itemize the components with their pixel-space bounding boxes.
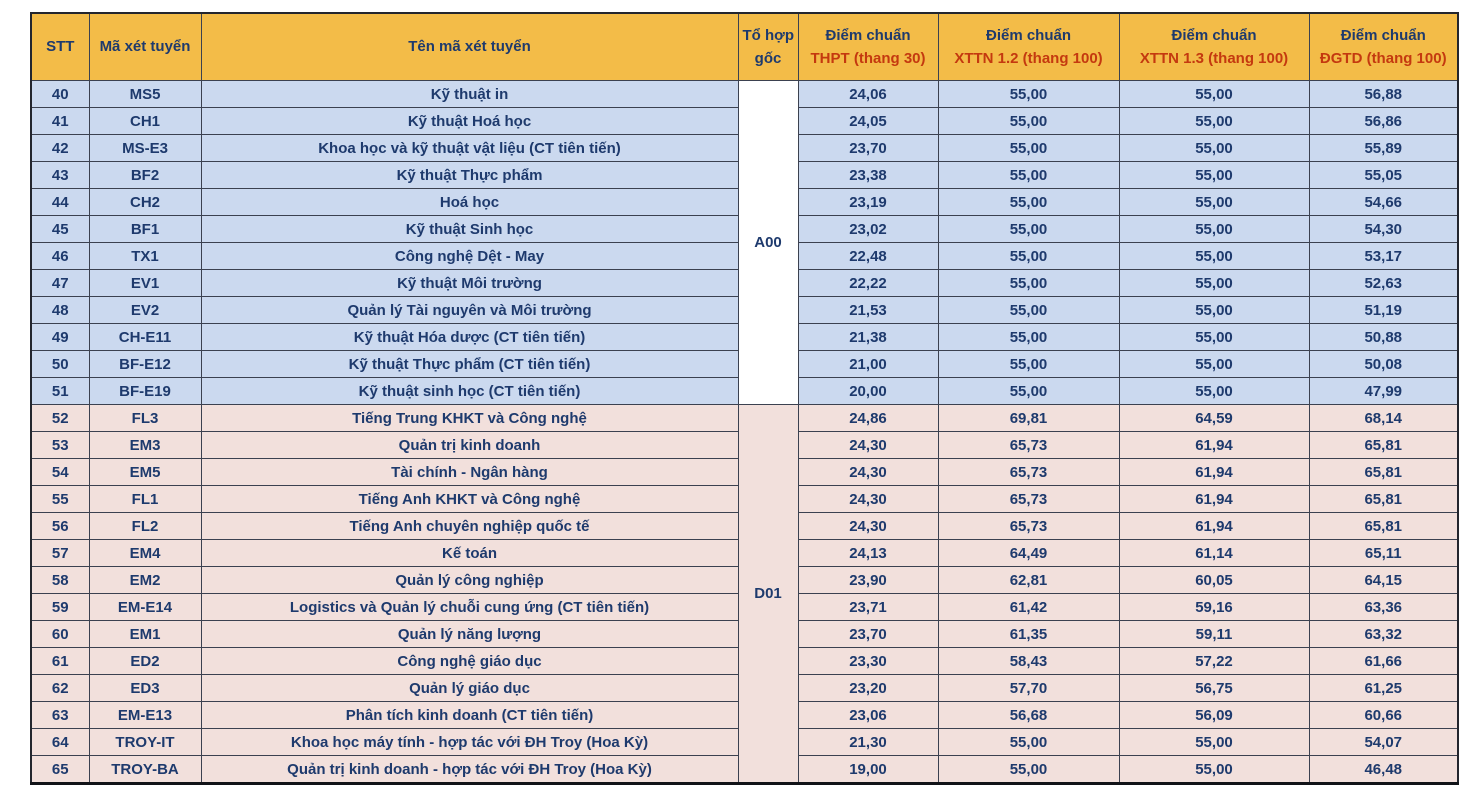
cell-score-thpt: 23,19	[798, 189, 938, 216]
cell-score-xttn12: 55,00	[938, 216, 1119, 243]
cell-score-xttn12: 55,00	[938, 729, 1119, 756]
header-score-label: Điểm chuẩn	[825, 26, 911, 44]
cell-score-xttn13: 55,00	[1119, 729, 1309, 756]
cell-score-xttn13: 55,00	[1119, 756, 1309, 784]
cell-score-xttn12: 55,00	[938, 81, 1119, 108]
cell-score-xttn12: 55,00	[938, 162, 1119, 189]
cell-score-xttn12: 57,70	[938, 675, 1119, 702]
header-score-sub-xttn12: XTTN 1.2 (thang 100)	[954, 50, 1103, 67]
cell-score-dgtd: 46,48	[1309, 756, 1458, 784]
cell-code: MS-E3	[89, 135, 201, 162]
header-score-label: Điểm chuẩn	[985, 26, 1072, 44]
cell-name: Kỹ thuật Sinh học	[201, 216, 738, 243]
cell-code: CH2	[89, 189, 201, 216]
cell-name: Kỹ thuật sinh học (CT tiên tiến)	[201, 378, 738, 405]
header-score-sub-dgtd: ĐGTD (thang 100)	[1319, 50, 1447, 67]
cell-code: ED3	[89, 675, 201, 702]
cell-score-dgtd: 55,05	[1309, 162, 1458, 189]
cell-code: EM3	[89, 432, 201, 459]
cell-score-xttn13: 55,00	[1119, 243, 1309, 270]
cell-score-dgtd: 53,17	[1309, 243, 1458, 270]
cell-name: Kỹ thuật Thực phẩm	[201, 162, 738, 189]
cell-score-xttn13: 64,59	[1119, 405, 1309, 432]
cell-stt: 62	[31, 675, 89, 702]
cell-score-dgtd: 52,63	[1309, 270, 1458, 297]
admission-score-table	[30, 12, 1459, 785]
cell-score-dgtd: 64,15	[1309, 567, 1458, 594]
cell-code: EM4	[89, 540, 201, 567]
cell-score-xttn12: 65,73	[938, 513, 1119, 540]
cell-score-xttn13: 55,00	[1119, 216, 1309, 243]
cell-name: Quản lý năng lượng	[201, 621, 738, 648]
cell-score-xttn13: 61,94	[1119, 432, 1309, 459]
cell-code: EM5	[89, 459, 201, 486]
header-score-thpt	[798, 13, 938, 81]
cell-score-dgtd: 65,81	[1309, 486, 1458, 513]
cell-score-xttn13: 55,00	[1119, 81, 1309, 108]
header-combo-line1: Tổ hợp	[742, 26, 794, 44]
cell-score-xttn13: 59,16	[1119, 594, 1309, 621]
header-score-dgtd	[1309, 13, 1458, 81]
cell-name: Tiếng Trung KHKT và Công nghệ	[201, 405, 738, 432]
cell-score-thpt: 23,70	[798, 135, 938, 162]
cell-stt: 41	[31, 108, 89, 135]
cell-code: BF2	[89, 162, 201, 189]
header-score-label: Điểm chuẩn	[1171, 26, 1257, 44]
cell-score-thpt: 23,02	[798, 216, 938, 243]
cell-score-dgtd: 51,19	[1309, 297, 1458, 324]
cell-code: CH1	[89, 108, 201, 135]
cell-score-xttn13: 59,11	[1119, 621, 1309, 648]
header-combo-line2: gốc	[754, 50, 782, 67]
cell-score-xttn12: 55,00	[938, 297, 1119, 324]
cell-score-xttn13: 56,09	[1119, 702, 1309, 729]
header-score-sub-xttn13: XTTN 1.3 (thang 100)	[1139, 50, 1289, 67]
header-combo	[738, 13, 798, 81]
cell-stt: 51	[31, 378, 89, 405]
table-row	[31, 81, 1458, 108]
cell-name: Tiếng Anh chuyên nghiệp quốc tế	[201, 513, 738, 540]
cell-code: TROY-IT	[89, 729, 201, 756]
cell-score-xttn13: 55,00	[1119, 351, 1309, 378]
cell-code: EV1	[89, 270, 201, 297]
cell-score-xttn12: 69,81	[938, 405, 1119, 432]
table-header	[31, 13, 1458, 81]
cell-score-dgtd: 50,08	[1309, 351, 1458, 378]
cell-score-dgtd: 56,86	[1309, 108, 1458, 135]
cell-code: CH-E11	[89, 324, 201, 351]
cell-name: Quản lý công nghiệp	[201, 567, 738, 594]
cell-code: EM2	[89, 567, 201, 594]
cell-score-thpt: 21,38	[798, 324, 938, 351]
cell-code: BF-E19	[89, 378, 201, 405]
cell-score-dgtd: 54,30	[1309, 216, 1458, 243]
cell-code: EM-E14	[89, 594, 201, 621]
cell-score-xttn13: 61,14	[1119, 540, 1309, 567]
cell-code: FL1	[89, 486, 201, 513]
cell-stt: 64	[31, 729, 89, 756]
cell-code: EM-E13	[89, 702, 201, 729]
cell-name: Hoá học	[201, 189, 738, 216]
cell-score-xttn13: 55,00	[1119, 297, 1309, 324]
cell-stt: 42	[31, 135, 89, 162]
cell-score-xttn13: 55,00	[1119, 108, 1309, 135]
cell-score-xttn13: 61,94	[1119, 459, 1309, 486]
cell-score-xttn12: 55,00	[938, 108, 1119, 135]
cell-stt: 43	[31, 162, 89, 189]
cell-score-xttn13: 55,00	[1119, 162, 1309, 189]
cell-score-thpt: 24,86	[798, 405, 938, 432]
cell-code: TX1	[89, 243, 201, 270]
cell-combo: A00	[738, 81, 798, 405]
cell-name: Kỹ thuật Hoá học	[201, 108, 738, 135]
table-row	[31, 405, 1458, 432]
cell-score-xttn12: 64,49	[938, 540, 1119, 567]
cell-score-thpt: 24,06	[798, 81, 938, 108]
cell-name: Khoa học máy tính - hợp tác với ĐH Troy (Hoa Kỳ)	[201, 729, 738, 756]
cell-score-thpt: 22,22	[798, 270, 938, 297]
cell-code: EM1	[89, 621, 201, 648]
cell-score-xttn13: 55,00	[1119, 270, 1309, 297]
cell-score-dgtd: 61,25	[1309, 675, 1458, 702]
cell-score-thpt: 24,30	[798, 432, 938, 459]
cell-score-thpt: 19,00	[798, 756, 938, 784]
cell-score-dgtd: 50,88	[1309, 324, 1458, 351]
cell-score-xttn12: 65,73	[938, 486, 1119, 513]
cell-code: MS5	[89, 81, 201, 108]
cell-name: Kỹ thuật Môi trường	[201, 270, 738, 297]
cell-score-xttn12: 56,68	[938, 702, 1119, 729]
cell-score-dgtd: 68,14	[1309, 405, 1458, 432]
cell-name: Quản trị kinh doanh	[201, 432, 738, 459]
cell-score-xttn13: 56,75	[1119, 675, 1309, 702]
cell-score-thpt: 21,53	[798, 297, 938, 324]
cell-score-xttn12: 55,00	[938, 324, 1119, 351]
cell-stt: 45	[31, 216, 89, 243]
header-stt: STT	[31, 13, 89, 81]
cell-score-thpt: 24,13	[798, 540, 938, 567]
cell-name: Công nghệ giáo dục	[201, 648, 738, 675]
cell-score-thpt: 24,05	[798, 108, 938, 135]
cell-code: EV2	[89, 297, 201, 324]
cell-score-dgtd: 47,99	[1309, 378, 1458, 405]
cell-score-xttn12: 55,00	[938, 756, 1119, 784]
header-score-xttn12	[938, 13, 1119, 81]
header-score-xttn13	[1119, 13, 1309, 81]
cell-score-thpt: 24,30	[798, 513, 938, 540]
cell-stt: 48	[31, 297, 89, 324]
cell-score-thpt: 24,30	[798, 459, 938, 486]
cell-combo: D01	[738, 405, 798, 784]
cell-name: Kỹ thuật Hóa dược (CT tiên tiến)	[201, 324, 738, 351]
cell-score-xttn13: 60,05	[1119, 567, 1309, 594]
cell-score-xttn12: 61,35	[938, 621, 1119, 648]
cell-score-xttn13: 61,94	[1119, 486, 1309, 513]
cell-score-thpt: 24,30	[798, 486, 938, 513]
cell-stt: 57	[31, 540, 89, 567]
cell-score-dgtd: 61,66	[1309, 648, 1458, 675]
cell-stt: 61	[31, 648, 89, 675]
cell-name: Quản trị kinh doanh - hợp tác với ĐH Troy (Hoa Kỳ)	[201, 756, 738, 784]
cell-score-thpt: 22,48	[798, 243, 938, 270]
cell-score-dgtd: 54,66	[1309, 189, 1458, 216]
cell-stt: 59	[31, 594, 89, 621]
cell-score-xttn12: 55,00	[938, 135, 1119, 162]
cell-score-xttn12: 65,73	[938, 432, 1119, 459]
header-row	[31, 13, 1458, 81]
cell-name: Quản lý giáo dục	[201, 675, 738, 702]
cell-score-dgtd: 65,81	[1309, 513, 1458, 540]
cell-score-thpt: 23,20	[798, 675, 938, 702]
cell-score-dgtd: 60,66	[1309, 702, 1458, 729]
cell-stt: 65	[31, 756, 89, 784]
cell-stt: 40	[31, 81, 89, 108]
cell-score-xttn12: 65,73	[938, 459, 1119, 486]
cell-score-xttn12: 61,42	[938, 594, 1119, 621]
cell-name: Khoa học và kỹ thuật vật liệu (CT tiên tiến)	[201, 135, 738, 162]
cell-score-xttn13: 55,00	[1119, 135, 1309, 162]
cell-score-xttn12: 62,81	[938, 567, 1119, 594]
cell-name: Công nghệ Dệt - May	[201, 243, 738, 270]
cell-stt: 60	[31, 621, 89, 648]
cell-name: Tiếng Anh KHKT và Công nghệ	[201, 486, 738, 513]
cell-stt: 55	[31, 486, 89, 513]
cell-code: ED2	[89, 648, 201, 675]
header-score-label: Điểm chuẩn	[1340, 26, 1426, 44]
cell-score-thpt: 23,38	[798, 162, 938, 189]
cell-score-thpt: 23,71	[798, 594, 938, 621]
cell-score-thpt: 23,06	[798, 702, 938, 729]
cell-score-dgtd: 54,07	[1309, 729, 1458, 756]
cell-name: Quản lý Tài nguyên và Môi trường	[201, 297, 738, 324]
cell-score-xttn12: 55,00	[938, 378, 1119, 405]
cell-code: BF-E12	[89, 351, 201, 378]
cell-score-xttn12: 55,00	[938, 270, 1119, 297]
cell-code: FL2	[89, 513, 201, 540]
cell-score-dgtd: 55,89	[1309, 135, 1458, 162]
cell-name: Tài chính - Ngân hàng	[201, 459, 738, 486]
cell-score-xttn12: 55,00	[938, 243, 1119, 270]
cell-name: Kỹ thuật in	[201, 81, 738, 108]
cell-code: TROY-BA	[89, 756, 201, 784]
cell-stt: 56	[31, 513, 89, 540]
cell-name: Kế toán	[201, 540, 738, 567]
cell-score-xttn13: 57,22	[1119, 648, 1309, 675]
cell-name: Phân tích kinh doanh (CT tiên tiến)	[201, 702, 738, 729]
cell-name: Logistics và Quản lý chuỗi cung ứng (CT tiên tiến)	[201, 594, 738, 621]
cell-stt: 58	[31, 567, 89, 594]
cell-code: BF1	[89, 216, 201, 243]
header-code: Mã xét tuyển	[89, 13, 201, 81]
cell-stt: 52	[31, 405, 89, 432]
cell-stt: 50	[31, 351, 89, 378]
cell-score-dgtd: 65,81	[1309, 432, 1458, 459]
cell-score-dgtd: 56,88	[1309, 81, 1458, 108]
cell-score-xttn12: 58,43	[938, 648, 1119, 675]
cell-score-thpt: 20,00	[798, 378, 938, 405]
cell-score-dgtd: 63,32	[1309, 621, 1458, 648]
header-score-sub-thpt: THPT (thang 30)	[810, 50, 926, 67]
cell-score-thpt: 23,30	[798, 648, 938, 675]
cell-name: Kỹ thuật Thực phẩm (CT tiên tiến)	[201, 351, 738, 378]
cell-score-xttn13: 55,00	[1119, 324, 1309, 351]
cell-stt: 63	[31, 702, 89, 729]
cell-stt: 44	[31, 189, 89, 216]
cell-score-thpt: 21,00	[798, 351, 938, 378]
cell-code: FL3	[89, 405, 201, 432]
cell-score-dgtd: 65,81	[1309, 459, 1458, 486]
cell-score-xttn13: 55,00	[1119, 378, 1309, 405]
table-body	[31, 81, 1458, 784]
cell-score-thpt: 23,90	[798, 567, 938, 594]
cell-stt: 54	[31, 459, 89, 486]
cell-stt: 53	[31, 432, 89, 459]
cell-stt: 46	[31, 243, 89, 270]
cell-score-xttn12: 55,00	[938, 351, 1119, 378]
cell-score-thpt: 21,30	[798, 729, 938, 756]
cell-stt: 49	[31, 324, 89, 351]
cell-score-xttn13: 61,94	[1119, 513, 1309, 540]
cell-score-thpt: 23,70	[798, 621, 938, 648]
cell-score-dgtd: 65,11	[1309, 540, 1458, 567]
cell-score-xttn13: 55,00	[1119, 189, 1309, 216]
header-name: Tên mã xét tuyển	[201, 13, 738, 81]
cell-score-dgtd: 63,36	[1309, 594, 1458, 621]
cell-score-xttn12: 55,00	[938, 189, 1119, 216]
cell-stt: 47	[31, 270, 89, 297]
